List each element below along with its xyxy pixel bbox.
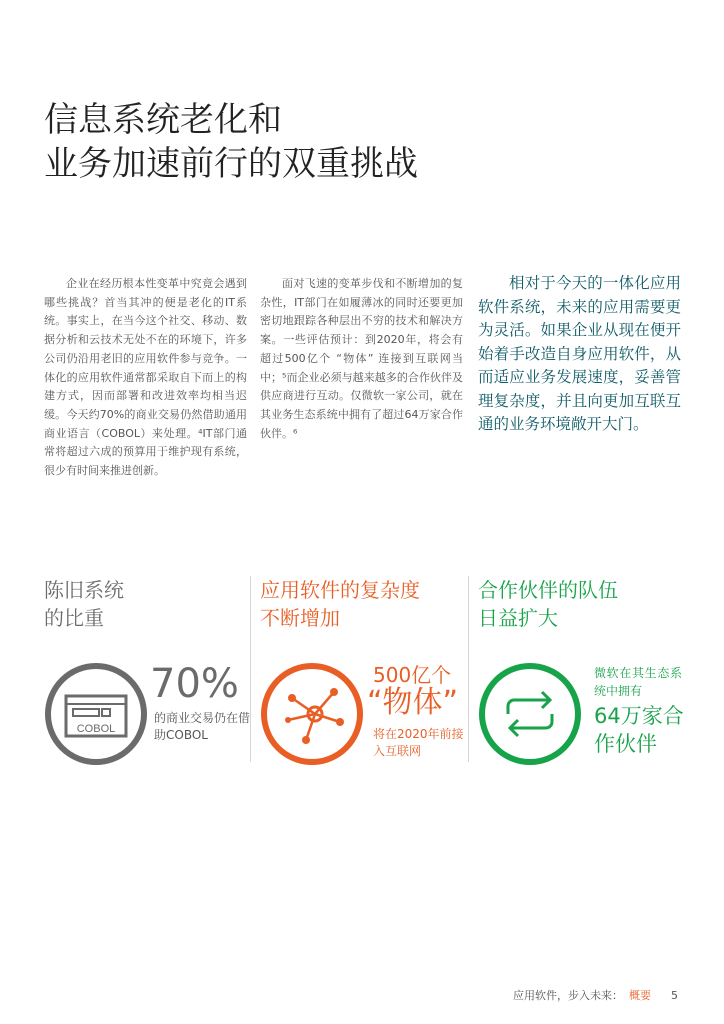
title-line-1: 信息系统老化和 [44, 100, 282, 140]
stat-heading [260, 576, 420, 632]
footer-highlight: 概要 [629, 989, 651, 1002]
stat-caption: 的商业交易仍在借助COBOL [154, 711, 251, 742]
stat-heading [44, 576, 124, 632]
column-divider [250, 576, 251, 762]
page-footer [513, 987, 678, 1003]
stat-caption: 微软在其生态系统中拥有 [594, 666, 682, 698]
body-paragraph-1: 企业在经历根本性变革中究竟会遇到哪些挑战？首当其冲的便是老化的IT系统。事实上，在当今这个社交、移动、数据分析和云技术无处不在的环境下，许多公司仍沿用老旧的应用软件参与竞争。一体化的应用软件通常都采取自下而上的构建方式，因而部署和改进效率均相当迟缓。今天约70%的商业交易仍然借助通用商业语言（COBOL）来处理。⁴IT部门通常将超过六成的预算用于维护现有系统，很少有时间来推进创新。 [44, 277, 247, 478]
footer-text: 应用软件，步入未来： [513, 989, 623, 1002]
stat-legacy-systems [44, 576, 254, 762]
stat-big-label: “物体” [367, 685, 459, 720]
stat-caption: 将在2020年前接入互联网 [373, 727, 464, 758]
stat-heading-line-2: 日益扩大 [478, 606, 558, 630]
page-title [44, 98, 418, 186]
page-number: 5 [671, 989, 678, 1002]
pull-quote: 相对于今天的一体化应用软件系统，未来的应用需要更为灵活。如果企业从现在便开始着手改造自身应用软件，从而适应业务发展速度，妥善管理复杂度，并且向更加互联互通的业务环境敞开大门。 [478, 274, 681, 433]
stat-heading-line-1: 陈旧系统 [44, 578, 124, 602]
column-divider [468, 576, 469, 762]
stat-heading [478, 576, 618, 632]
stat-complexity [250, 576, 464, 762]
stat-big-number: 70% [150, 661, 239, 707]
stat-heading-line-2: 的比重 [44, 606, 104, 630]
exchange-arrows-icon [478, 662, 582, 770]
stat-heading-line-2: 不断增加 [260, 606, 340, 630]
title-line-2: 业务加速前行的双重挑战 [44, 144, 418, 184]
body-column-1 [44, 275, 247, 481]
stat-partners [468, 576, 684, 762]
network-hub-icon [260, 662, 364, 770]
stat-big-number: 500亿个 [373, 663, 452, 687]
cobol-window-icon [44, 662, 148, 770]
cobol-label: COBOL [76, 723, 116, 735]
stat-heading-line-1: 应用软件的复杂度 [260, 578, 420, 602]
body-column-2 [260, 275, 463, 443]
stat-heading-line-1: 合作伙伴的队伍 [478, 578, 618, 602]
stat-big-number: 64万家合作伙伴 [594, 704, 684, 756]
body-paragraph-2: 面对飞速的变革步伐和不断增加的复杂性，IT部门在如履薄冰的同时还要更加密切地跟踪各种层出不穷的技术和解决方案。一些评估预计：到2020年，将会有超过500亿个 “物体” 连接到互联网当中；⁵而企业必须与越来越多的合作伙伴及供应商进行互动。仅微软一家公司，就在其业务生态系统中拥有了超过64万家合作伙伴。⁶ [260, 277, 463, 440]
